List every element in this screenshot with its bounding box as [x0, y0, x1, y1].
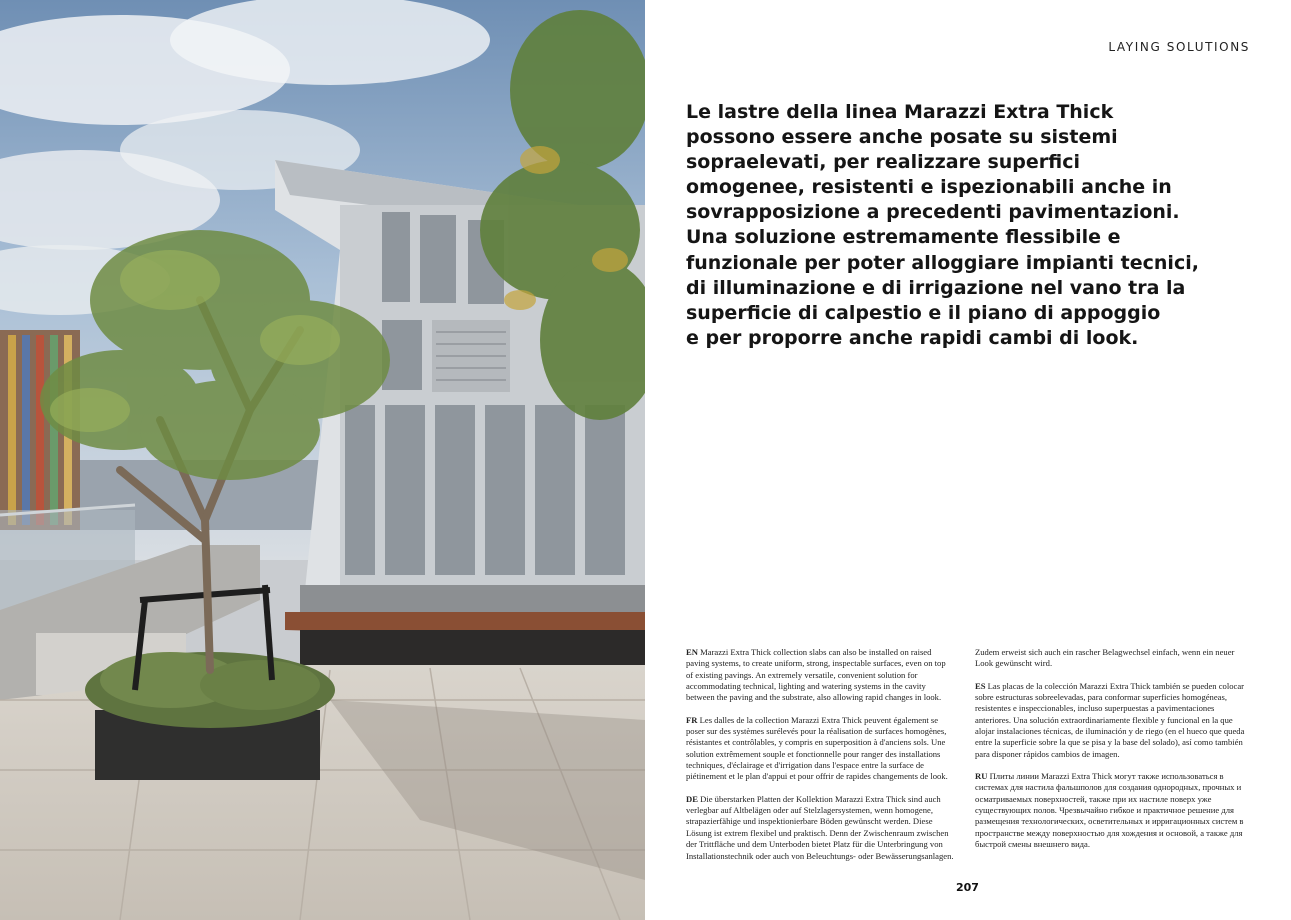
- translation-de-continued: Zudem erweist sich auch ein rascher Belagwechsel einfach, wenn ein neuer Look gewünscht wird.: [975, 647, 1235, 669]
- terrace-illustration: [0, 0, 645, 920]
- language-code-fr: FR: [686, 714, 698, 725]
- headline-line: e per proporre anche rapidi cambi di look.: [686, 326, 1139, 349]
- language-code-es: ES: [975, 680, 986, 691]
- headline-line: funzionale per poter alloggiare impianti tecnici,: [686, 251, 1199, 274]
- translation-fr: [686, 715, 954, 783]
- language-code-en: EN: [686, 647, 698, 657]
- translations-column-left: [686, 647, 954, 873]
- translation-de: [686, 794, 954, 862]
- headline-line: superficie di calpestio e il piano di appoggio: [686, 301, 1161, 324]
- translation-ru: [975, 771, 1251, 850]
- page-number: 207: [956, 881, 979, 894]
- headline-line: possono essere anche posate su sistemi: [686, 126, 1118, 149]
- headline-line: sovrapposizione a precedenti pavimentazioni.: [686, 201, 1180, 224]
- headline-line: omogenee, resistenti e ispezionabili anche in: [686, 176, 1172, 199]
- headline-line: sopraelevati, per realizzare superfici: [686, 151, 1081, 174]
- rooftop-terrace-photo: [0, 0, 645, 920]
- headline-line: Le lastre della linea Marazzi Extra Thick: [686, 101, 1114, 123]
- headline-line: Una soluzione estremamente flessibile e: [686, 226, 1121, 249]
- translation-ru-text: Плиты линии Marazzi Extra Thick могут также использоваться в системах для настила фальшполов для создания однородных, прочных и осматриваемых поверхностей, также при их настиле поверх уже существующих полов. Чрезвычайно гибкое и практичное решение для размещения технологических, осветительных и ирригационных систем в пространстве между поверхностью для хождения и основой, а также для быстрой смены внешнего вида.: [975, 771, 1244, 850]
- translation-es: [975, 681, 1251, 760]
- translation-en-text: Marazzi Extra Thick collection slabs can also be installed on raised paving systems, to create uniform, strong, inspectable surfaces, even on top of existing pavings. An extremely versatile, convenient solution for accommodating technical, lighting and watering systems in the cavity between the paving and the substrate, also allowing rapid changes in look.: [686, 647, 946, 703]
- section-label: LAYING SOLUTIONS: [1108, 40, 1250, 54]
- language-code-de: DE: [686, 793, 698, 804]
- translation-en: [686, 647, 954, 704]
- translation-de-text: Die überstarken Platten der Kollektion Marazzi Extra Thick sind auch verlegbar auf Altbelägen oder auf Stelzlagersystemen, wenn homogene, strapazierfähige und inspektionierbare Böden gewünscht werden. Diese Lösung ist extrem flexibel und praktisch. Denn der Zwischenraum zwischen der Trittfläche und dem Unterboden bietet Platz für die Unterbringung von Installationstechnik oder auch von Beleuchtungs- oder Bewässerungsanlagen.: [686, 793, 954, 861]
- language-code-ru: RU: [975, 771, 988, 782]
- translations-column-right: [975, 647, 1251, 862]
- translation-fr-text: Les dalles de la collection Marazzi Extra Thick peuvent également se poser sur des systèmes surélevés pour la réalisation de surfaces homogènes, résistantes et contrôlables, y compris en superposition à d'anciens sols. Une solution extrêmement souple et fonctionnelle pour ranger des installations techniques, d'éclairage et d'irrigation dans l'espace entre la surface de piétinement et le plan d'appui et pour offrir de rapides changements de look.: [686, 714, 948, 782]
- headline-line: di illuminazione e di irrigazione nel vano tra la: [686, 276, 1186, 299]
- headline: [686, 100, 1246, 351]
- translation-es-text: Las placas de la colección Marazzi Extra Thick también se pueden colocar sobre estructuras sobreelevadas, para conformar superficies homogéneas, resistentes e inspeccionables, incluso superpuestas a pavimentaciones anteriores. Una solución extraordinariamente flexible y funcional en la que alojar instalaciones técnicas, de iluminación y de riego (en el hueco que queda entre la superficie sobre la que se pisa y la base del solado), así como también para disponer rápidos cambios de imagen.: [975, 680, 1245, 759]
